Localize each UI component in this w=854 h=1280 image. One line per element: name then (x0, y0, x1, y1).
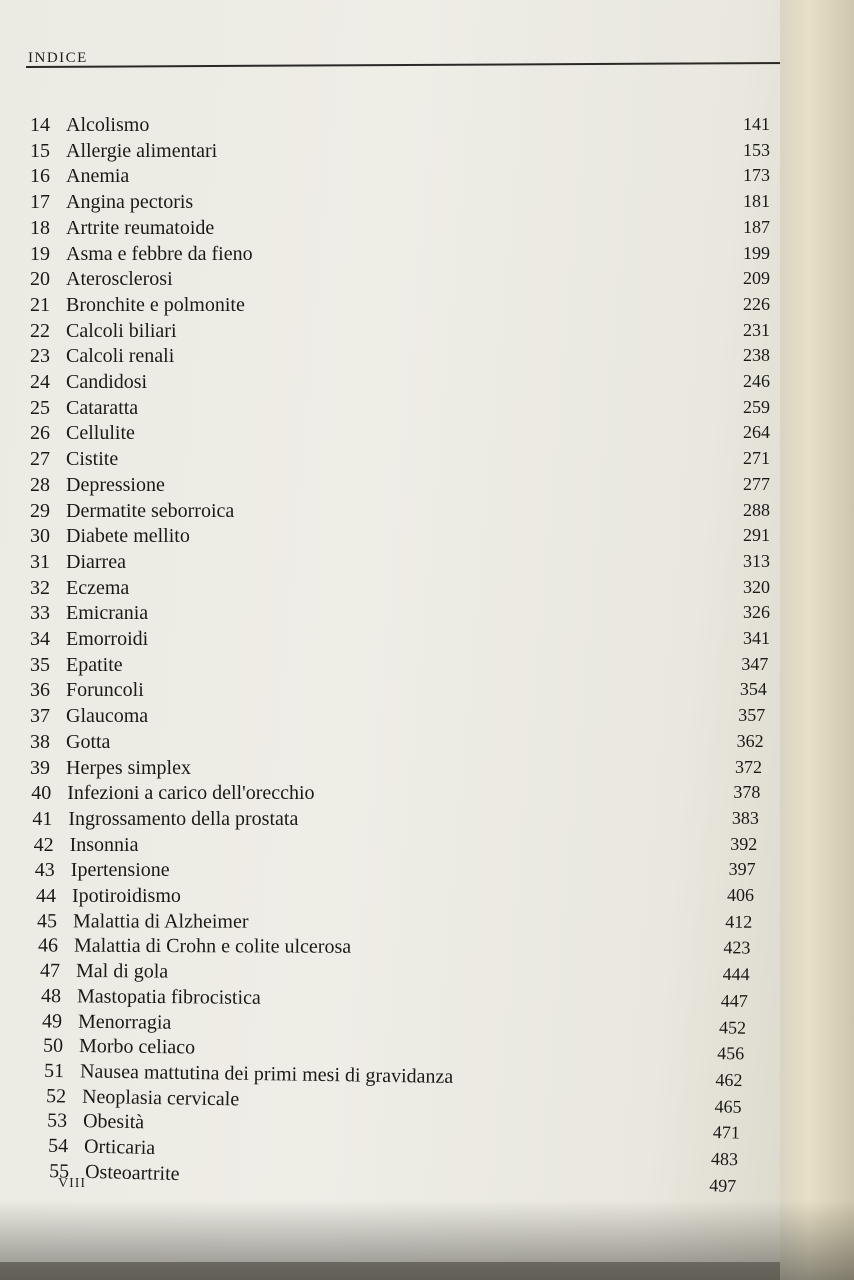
entry-title: Candidosi (66, 371, 148, 393)
toc-entry (34, 834, 758, 860)
entry-number: 36 (30, 679, 50, 702)
toc-entry (36, 885, 754, 911)
entry-page: 447 (720, 990, 748, 1011)
entry-page: 357 (738, 705, 766, 726)
entry-number: 39 (30, 756, 50, 779)
toc-entry (30, 397, 770, 423)
toc-entry (30, 628, 770, 654)
toc-entry (30, 500, 770, 526)
toc-entry (30, 731, 764, 757)
entry-page: 231 (743, 319, 770, 340)
entry-number: 27 (30, 448, 50, 471)
entry-page: 238 (743, 345, 770, 366)
entry-title: Ingrossamento della prostata (68, 807, 299, 830)
entry-title: Cellulite (66, 422, 135, 445)
entry-page: 313 (743, 550, 770, 571)
entry-page: 378 (733, 782, 761, 803)
entry-title: Insonnia (69, 833, 139, 856)
entry-number: 55 (49, 1159, 70, 1183)
entry-title: Menorragia (77, 1010, 172, 1034)
entry-page: 483 (710, 1148, 739, 1170)
entry-title: Cistite (66, 448, 119, 471)
toc-entry (30, 371, 770, 397)
entry-page: 259 (743, 396, 770, 417)
entry-number: 29 (30, 499, 50, 522)
entry-number: 15 (30, 139, 50, 162)
entry-number: 35 (30, 653, 50, 676)
entry-page: 246 (743, 371, 770, 391)
toc-entry (30, 448, 770, 474)
toc-entry (30, 268, 770, 294)
entry-page: 406 (727, 885, 754, 905)
entry-number: 54 (47, 1134, 69, 1158)
entry-page: 465 (714, 1095, 742, 1117)
entry-page: 181 (743, 191, 770, 212)
entry-page: 173 (743, 165, 770, 186)
entry-title: Ipotiroidismo (72, 885, 181, 907)
entry-title: Morbo celiaco (79, 1035, 196, 1059)
entry-page: 341 (743, 628, 770, 648)
toc-entry (30, 191, 770, 217)
entry-title: Alcolismo (66, 114, 150, 136)
entry-title: Calcoli biliari (66, 319, 177, 342)
entry-title: Eczema (66, 576, 130, 599)
toc-entry (37, 910, 752, 937)
entry-number: 47 (39, 959, 60, 982)
entry-number: 17 (30, 191, 50, 214)
entry-number: 14 (30, 114, 50, 136)
entry-title: Cataratta (66, 396, 139, 419)
entry-page: 288 (743, 499, 770, 520)
entry-page: 354 (739, 679, 767, 700)
entry-number: 23 (30, 345, 50, 368)
toc-entry (30, 294, 770, 320)
entry-number: 46 (38, 934, 59, 957)
entry-page: 320 (743, 576, 770, 597)
toc-entry (30, 705, 765, 731)
entry-number: 45 (37, 909, 58, 932)
entry-number: 40 (31, 782, 52, 805)
entry-page: 226 (743, 293, 770, 314)
entry-page: 456 (717, 1043, 745, 1064)
entry-page: 397 (728, 859, 756, 880)
entry-page: 326 (743, 602, 770, 623)
entry-number: 25 (30, 396, 50, 419)
entry-page: 209 (743, 268, 770, 289)
entry-title: Neoplasia cervicale (81, 1085, 239, 1111)
entry-number: 32 (30, 576, 50, 599)
entry-title: Diarrea (66, 550, 126, 573)
entry-title: Mastopatia fibrocistica (76, 985, 261, 1009)
entry-number: 30 (30, 525, 50, 548)
entry-title: Calcoli renali (66, 345, 175, 368)
entry-title: Malattia di Alzheimer (73, 910, 249, 933)
entry-number: 22 (30, 319, 50, 342)
toc-entry (30, 602, 770, 628)
entry-title: Aterosclerosi (66, 268, 173, 291)
entry-page: 187 (743, 216, 770, 237)
entry-number: 37 (30, 705, 50, 728)
entry-number: 16 (30, 165, 50, 188)
entry-title: Depressione (66, 473, 165, 496)
entry-title: Asma e febbre da fieno (66, 242, 253, 265)
page-number-footer: VIII (58, 1176, 87, 1191)
entry-title: Bronchite e polmonite (66, 293, 245, 316)
toc-entry (30, 320, 770, 346)
entry-number: 28 (30, 473, 50, 496)
entry-title: Epatite (66, 653, 123, 676)
entry-page: 423 (723, 937, 751, 958)
entry-number: 19 (30, 242, 50, 265)
toc-entry (30, 679, 767, 705)
toc-entry (30, 474, 770, 500)
entry-title: Infezioni a carico dell'orecchio (67, 782, 315, 805)
entry-title: Malattia di Crohn e colite ulcerosa (74, 935, 352, 959)
entry-number: 24 (30, 371, 50, 393)
entry-page: 199 (743, 242, 770, 263)
entry-number: 21 (30, 293, 50, 316)
toc-entry (30, 165, 770, 191)
entry-number: 49 (41, 1009, 63, 1033)
toc-entry (30, 345, 770, 371)
entry-title: Osteoartrite (85, 1160, 180, 1185)
entry-title: Allergie alimentari (66, 139, 218, 162)
entry-page: 347 (741, 653, 769, 674)
entry-number: 53 (46, 1109, 68, 1133)
entry-page: 412 (725, 911, 753, 932)
entry-page: 141 (743, 114, 770, 134)
entry-number: 34 (30, 628, 50, 650)
entry-number: 20 (30, 268, 50, 291)
entry-number: 50 (43, 1034, 64, 1058)
toc-entry (30, 577, 770, 603)
entry-page: 362 (736, 730, 764, 751)
entry-number: 52 (45, 1084, 66, 1108)
toc-entry (30, 114, 770, 140)
entry-title: Angina pectoris (66, 191, 194, 214)
toc-entry (30, 217, 770, 243)
entry-title: Artrite reumatoide (66, 216, 215, 239)
toc-entry (35, 859, 756, 885)
entry-page: 271 (743, 448, 770, 469)
entry-page: 383 (731, 807, 759, 828)
entry-title: Nausea mattutina dei primi mesi di gravidanza (80, 1060, 454, 1088)
page-edge-shadow (780, 0, 854, 1280)
entry-page: 291 (743, 525, 770, 546)
page-header: INDICE (28, 50, 88, 66)
entry-number: 51 (44, 1059, 65, 1083)
entry-page: 153 (743, 139, 770, 160)
toc-entry (30, 654, 768, 680)
entry-page: 392 (730, 833, 758, 854)
entry-title: Anemia (66, 165, 130, 188)
entry-page: 264 (743, 422, 770, 443)
bottom-shadow (0, 1200, 854, 1280)
entry-title: Diabete mellito (66, 525, 190, 548)
entry-number: 48 (40, 984, 61, 1008)
entry-number: 31 (30, 550, 50, 573)
entry-page: 372 (735, 756, 762, 777)
entry-title: Gotta (66, 730, 111, 753)
entry-page: 277 (743, 473, 770, 494)
entry-title: Ipertensione (70, 859, 170, 882)
entry-number: 42 (33, 833, 54, 856)
toc-entry (32, 808, 758, 834)
entry-title: Herpes simplex (66, 756, 191, 779)
entry-number: 43 (34, 859, 55, 882)
toc-entry (30, 551, 770, 577)
entry-page: 452 (718, 1016, 747, 1038)
entry-title: Mal di gola (75, 960, 168, 983)
toc-entry (30, 525, 770, 551)
entry-title: Foruncoli (66, 679, 144, 702)
entry-title: Obesità (82, 1110, 145, 1134)
entry-title: Orticaria (83, 1135, 156, 1160)
entry-title: Emicrania (66, 602, 149, 625)
toc-entry (30, 140, 770, 166)
entry-number: 26 (30, 422, 50, 445)
entry-number: 33 (30, 602, 50, 625)
entry-title: Emorroidi (66, 628, 149, 650)
toc-entry (31, 782, 760, 808)
entry-number: 44 (36, 885, 56, 907)
entry-page: 471 (712, 1122, 740, 1143)
toc-entry (30, 243, 770, 269)
entry-title: Dermatite seborroica (66, 499, 235, 522)
entry-number: 41 (32, 807, 53, 830)
entry-page: 444 (722, 964, 750, 985)
entry-page: 462 (715, 1069, 743, 1091)
entry-title: Glaucoma (66, 705, 149, 728)
entry-page: 497 (709, 1174, 737, 1196)
entry-number: 18 (30, 216, 50, 239)
toc-entry (30, 422, 770, 448)
entry-number: 38 (30, 730, 50, 753)
toc-entry (30, 757, 762, 783)
